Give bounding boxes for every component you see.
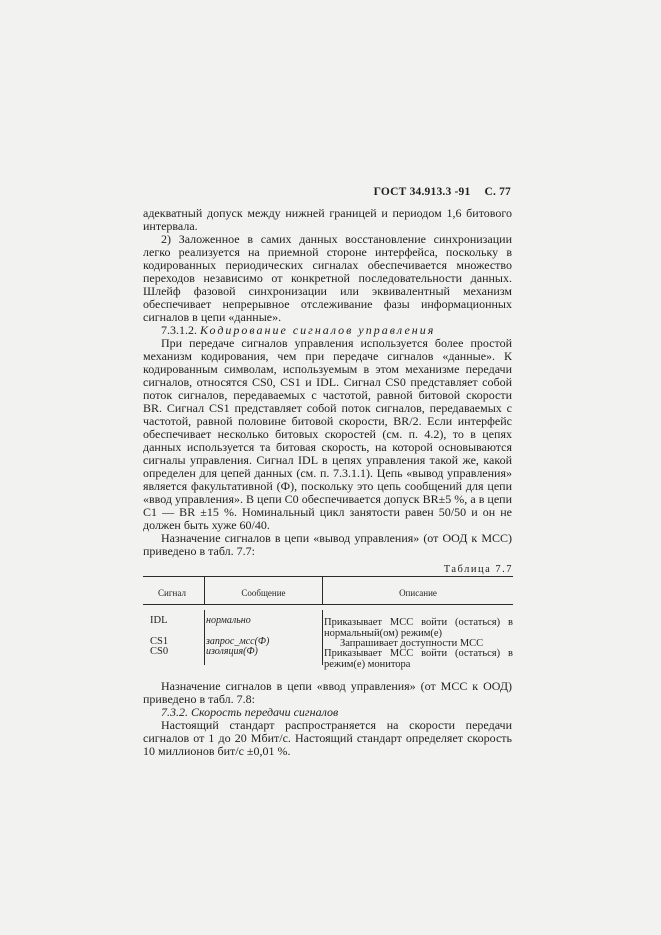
table-cell-message: запрос_мсс(Ф) — [206, 636, 270, 647]
paragraph: адекватный допуск между нижней границей и периодом 1,6 битового интервала. — [143, 206, 512, 233]
table-header-rule — [143, 604, 513, 605]
table-cell-signal: IDL — [150, 615, 168, 626]
table-cell-signal: CS0 — [150, 646, 169, 657]
page-header — [374, 186, 511, 198]
table-caption: Таблица 7.7 — [443, 564, 513, 575]
table-cell-signal: CS1 — [150, 636, 169, 647]
page-number: С. 77 — [484, 186, 511, 198]
section-number: 7.3.1.2. — [161, 323, 197, 337]
standard-number: ГОСТ 34.913.3 -91 — [373, 186, 471, 198]
paragraph: 2) Заложенное в самих данных восстановление синхронизации легко реализуется на приемной стороне интерфейса, поскольку в кодированных периодических сигналах обеспечивается множество переходов независимо от конкретной последовательности данных. Шлейф фазовой синхронизации или эквивалентный механизм обеспечивает непрерывное отслеживание фазы информационных сигналов в цепи «данные». — [143, 232, 512, 324]
section-title: Кодирование сигналов управления — [200, 323, 436, 337]
paragraph: При передаче сигналов управления используется более простой механизм кодирования, чем при передаче сигналов «данные». К кодированным символам, используемым в этом механизме передачи сигналов, относятся CS0, CS1 и IDL. Сигнал CS0 представляет собой поток сигналов, передаваемых с частотой, равной битовой скорости BR. Сигнал CS1 представляет собой поток сигналов, передаваемых с частотой, равной половине битовой скорости, BR/2. Если интерфейс обеспечивает несколько битовых скоростей (см. п. 4.2), то в цепях данных используется та битовая скорость, на которой основываются сигналы управления. Сигнал IDL в цепях управления такой же, какой определен для цепей данных (см. п. 7.3.1.1). Цепь «вывод управления» является факультативной (Ф), поскольку это цепь сообщений для цепи «ввод управления». В цепи C0 обеспечивается допуск BR±5 %, а в цепи C1 — BR ±15 %. Номинальный цикл занятости равен 50/50 и он не должен быть хуже 60/40. — [143, 336, 512, 532]
table-top-rule — [143, 576, 513, 577]
table-cell-message: нормально — [206, 615, 251, 626]
table-header-description: Описание — [399, 588, 437, 598]
table-header-signal: Сигнал — [158, 588, 186, 598]
section-heading: 7.3.2. Скорость передачи сигналов — [161, 705, 339, 719]
table-header-message: Сообщение — [241, 588, 286, 598]
table-cell-message: изоляция(Ф) — [206, 646, 258, 657]
paragraph: Назначение сигналов в цепи «ввод управления» (от МСС к ООД) приведено в табл. 7.8: — [143, 679, 512, 706]
column-divider — [322, 610, 323, 665]
paragraph: Назначение сигналов в цепи «вывод управления» (от ООД к МСС) приведено в табл. 7.7: — [143, 531, 512, 558]
paragraph: Настоящий стандарт распространяется на скорости передачи сигналов от 1 до 20 Мбит/с. Настоящий стандарт определяет скорость 10 миллионов бит/с ±0,01 %. — [143, 718, 512, 758]
body-text — [143, 207, 512, 558]
column-divider — [204, 610, 205, 665]
body-text-continued — [143, 680, 512, 758]
table-cell-description: Приказывает МСС войти (остаться) в нормальный(ом) режим(е) — [324, 617, 513, 639]
table-cell-description: Запрашивает доступности МСС — [340, 638, 484, 649]
table-cell-description: Приказывает МСС войти (остаться) в режим(е) мониторa — [324, 648, 513, 670]
